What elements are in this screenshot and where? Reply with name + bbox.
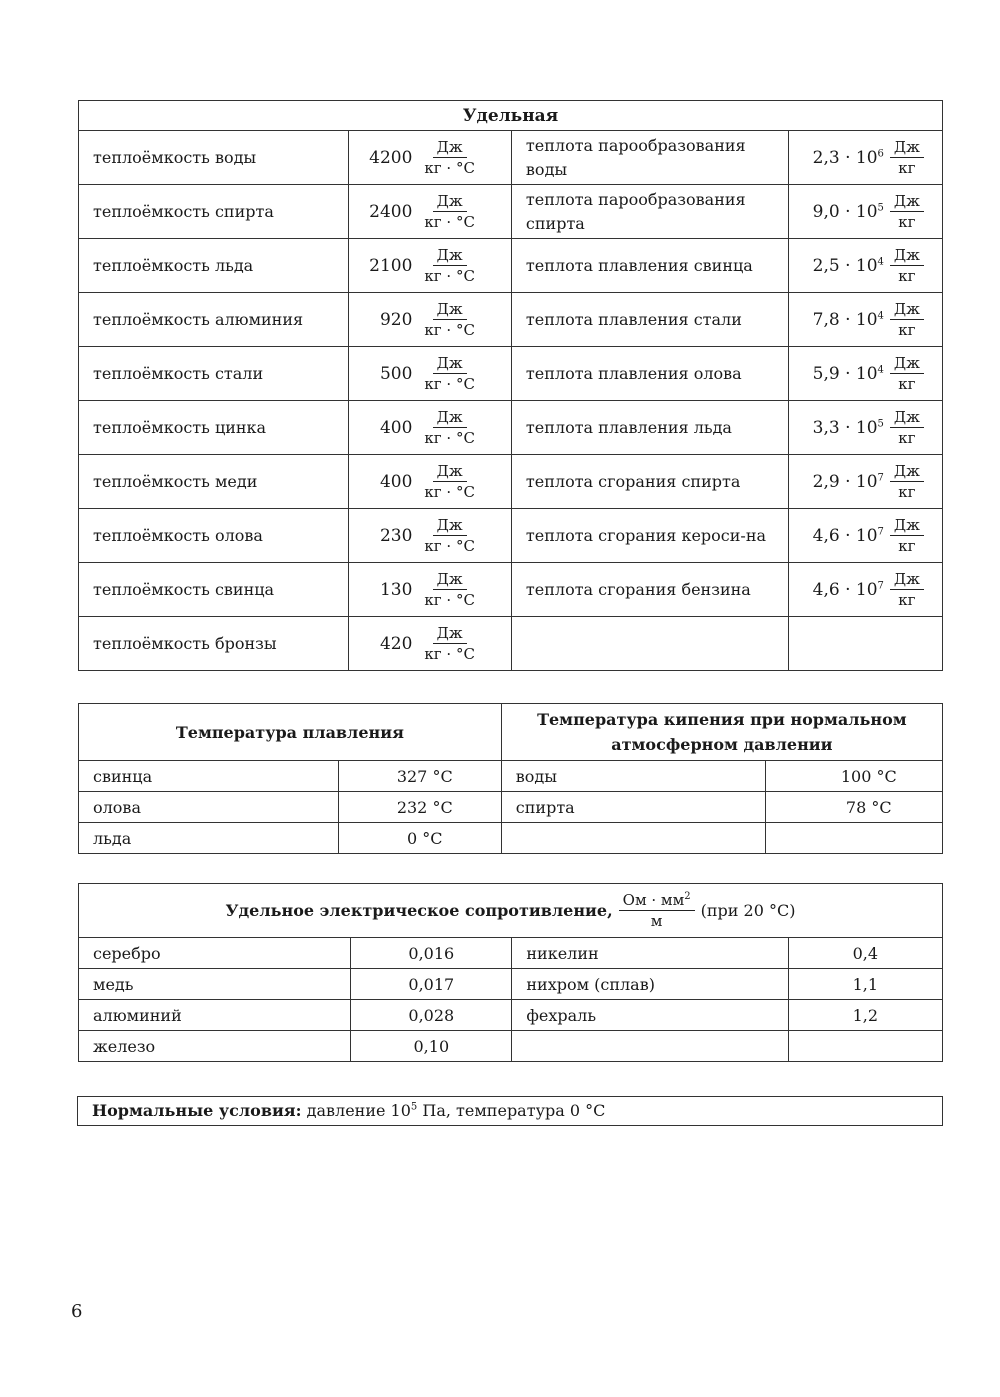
heat-capacity-number: 400 — [379, 417, 413, 438]
heat-capacity-number: 130 — [379, 579, 413, 600]
heat-capacity-unit-denominator: кг · °С — [424, 375, 475, 393]
specific-heat-value-cell — [788, 563, 942, 617]
resistance-material-2: нихром (сплав) — [512, 969, 788, 1000]
boiling-temperature: 100 °С — [765, 761, 942, 792]
boiling-header — [501, 704, 942, 761]
melting-temperature: 232 °С — [338, 792, 501, 823]
specific-table-title: Удельная — [79, 101, 943, 131]
table-row — [79, 1000, 943, 1031]
specific-heat-unit — [890, 245, 924, 286]
resistance-value: 0,028 — [351, 1000, 512, 1031]
specific-heat-unit-numerator: Дж — [890, 191, 924, 212]
specific-heat-unit-denominator: кг — [898, 591, 916, 609]
specific-heat-unit — [890, 407, 924, 448]
heat-capacity-name: теплоёмкость цинка — [79, 401, 349, 455]
melting-temperature: 327 °С — [338, 761, 501, 792]
table-row — [79, 792, 943, 823]
melting-substance: льда — [79, 823, 339, 854]
table-row — [79, 401, 943, 455]
heat-capacity-unit-denominator: кг · °С — [424, 267, 475, 285]
heat-capacity-value — [349, 353, 511, 394]
heat-capacity-unit — [420, 623, 479, 664]
heat-capacity-unit — [420, 245, 479, 286]
heat-capacity-unit — [420, 569, 479, 610]
heat-capacity-unit-numerator: Дж — [433, 515, 467, 536]
specific-heat-number — [813, 580, 884, 600]
heat-capacity-name: теплоёмкость стали — [79, 347, 349, 401]
specific-heat-exponent: 6 — [877, 147, 884, 159]
table-row — [79, 823, 943, 854]
specific-heat-mantissa: 5,9 · 10 — [812, 363, 878, 384]
specific-heat-value-cell — [788, 401, 942, 455]
table-row — [79, 455, 943, 509]
specific-heat-value — [789, 569, 942, 610]
heat-capacity-unit-denominator: кг · °С — [424, 591, 475, 609]
heat-capacity-unit-denominator: кг · °С — [424, 645, 475, 663]
resistance-value-2: 1,2 — [788, 1000, 942, 1031]
specific-heat-unit-numerator: Дж — [890, 407, 924, 428]
heat-capacity-value — [349, 407, 511, 448]
specific-heat-value-cell — [788, 239, 942, 293]
normal-conditions-text-after: Па, температура 0 °С — [422, 1101, 606, 1120]
resistance-material: серебро — [79, 938, 351, 969]
heat-capacity-number: 230 — [379, 525, 413, 546]
specific-heat-exponent: 4 — [877, 255, 884, 267]
specific-heat-unit-denominator: кг — [898, 375, 916, 393]
heat-capacity-unit — [420, 299, 479, 340]
heat-capacity-value-cell — [348, 131, 511, 185]
heat-capacity-unit-denominator: кг · °С — [424, 483, 475, 501]
resistance-unit-exp: 2 — [684, 891, 691, 902]
heat-capacity-value — [349, 299, 511, 340]
heat-capacity-value — [349, 245, 511, 286]
table-row — [79, 617, 943, 671]
heat-capacity-unit-denominator: кг · °С — [424, 213, 475, 231]
heat-capacity-name: теплоёмкость олова — [79, 509, 349, 563]
specific-heat-value-cell — [788, 131, 942, 185]
heat-capacity-unit-numerator: Дж — [433, 191, 467, 212]
specific-heat-exponent: 5 — [877, 417, 884, 429]
specific-heat-value — [789, 407, 942, 448]
boiling-header-line1: Температура кипения при нормальном — [537, 710, 907, 729]
specific-heat-unit — [890, 191, 924, 232]
melting-substance: свинца — [79, 761, 339, 792]
heat-capacity-value-cell — [348, 509, 511, 563]
melting-header: Температура плавления — [79, 704, 502, 761]
heat-capacity-unit — [420, 515, 479, 556]
specific-heat-name: теплота плавления стали — [511, 293, 788, 347]
specific-heat-value — [789, 245, 942, 286]
specific-heat-mantissa: 2,9 · 10 — [812, 471, 878, 492]
heat-capacity-unit-numerator: Дж — [433, 569, 467, 590]
specific-heat-unit-numerator: Дж — [890, 299, 924, 320]
specific-heat-name: теплота плавления свинца — [511, 239, 788, 293]
specific-heat-value-cell — [788, 617, 942, 671]
specific-heat-value — [789, 515, 942, 556]
heat-capacity-unit — [420, 461, 479, 502]
specific-heat-unit — [890, 461, 924, 502]
resistance-value: 0,016 — [351, 938, 512, 969]
heat-capacity-unit-numerator: Дж — [433, 407, 467, 428]
boiling-substance: воды — [501, 761, 765, 792]
specific-heat-number — [813, 472, 884, 492]
specific-heat-name: теплота парообразования спирта — [511, 185, 788, 239]
specific-heat-name: теплота плавления олова — [511, 347, 788, 401]
heat-capacity-value-cell — [348, 239, 511, 293]
heat-capacity-name: теплоёмкость спирта — [79, 185, 349, 239]
specific-heat-unit-numerator: Дж — [890, 461, 924, 482]
specific-heat-mantissa: 4,6 · 10 — [812, 579, 878, 600]
heat-capacity-unit-denominator: кг · °С — [424, 429, 475, 447]
resistance-material: алюминий — [79, 1000, 351, 1031]
heat-capacity-unit-numerator: Дж — [433, 137, 467, 158]
normal-conditions-text: давление 10 — [306, 1101, 411, 1120]
specific-heat-unit-denominator: кг — [898, 537, 916, 555]
resistance-header — [79, 884, 943, 938]
specific-heat-value — [789, 461, 942, 502]
heat-capacity-value — [349, 461, 511, 502]
heat-capacity-value-cell — [348, 617, 511, 671]
table-row — [79, 938, 943, 969]
specific-heat-value-cell — [788, 509, 942, 563]
specific-heat-unit-denominator: кг — [898, 267, 916, 285]
specific-heat-number — [813, 364, 884, 384]
table-row — [79, 969, 943, 1000]
heat-capacity-value-cell — [348, 185, 511, 239]
specific-heat-unit — [890, 515, 924, 556]
heat-capacity-value — [349, 515, 511, 556]
heat-capacity-unit — [420, 353, 479, 394]
heat-capacity-value — [349, 623, 511, 664]
heat-capacity-name: теплоёмкость алюминия — [79, 293, 349, 347]
heat-capacity-value-cell — [348, 563, 511, 617]
boiling-temperature: 78 °С — [765, 792, 942, 823]
heat-capacity-value-cell — [348, 293, 511, 347]
specific-heat-name — [511, 617, 788, 671]
table-row — [79, 1031, 943, 1062]
heat-capacity-name: теплоёмкость бронзы — [79, 617, 349, 671]
heat-capacity-unit — [420, 191, 479, 232]
specific-heat-value — [789, 299, 942, 340]
heat-capacity-unit-numerator: Дж — [433, 461, 467, 482]
specific-heat-unit-denominator: кг — [898, 213, 916, 231]
heat-capacity-unit-denominator: кг · °С — [424, 159, 475, 177]
specific-values-table — [78, 100, 943, 671]
specific-heat-unit-numerator: Дж — [890, 137, 924, 158]
specific-heat-exponent: 5 — [877, 201, 884, 213]
specific-heat-number — [813, 526, 884, 546]
specific-heat-unit — [890, 299, 924, 340]
specific-heat-value-cell — [788, 347, 942, 401]
specific-heat-unit — [890, 569, 924, 610]
heat-capacity-name: теплоёмкость свинца — [79, 563, 349, 617]
heat-capacity-value — [349, 137, 511, 178]
specific-heat-exponent: 7 — [877, 471, 884, 483]
resistance-value: 0,017 — [351, 969, 512, 1000]
resistance-unit-denominator: м — [650, 912, 663, 930]
resistance-material-2: никелин — [512, 938, 788, 969]
specific-heat-mantissa: 3,3 · 10 — [812, 417, 878, 438]
table-row — [79, 185, 943, 239]
heat-capacity-number: 420 — [379, 633, 413, 654]
specific-heat-value-cell — [788, 293, 942, 347]
temperature-table — [78, 703, 943, 854]
specific-heat-value-cell — [788, 185, 942, 239]
table-row — [79, 347, 943, 401]
heat-capacity-unit — [420, 137, 479, 178]
heat-capacity-value-cell — [348, 347, 511, 401]
heat-capacity-value — [349, 191, 511, 232]
specific-heat-number — [813, 418, 884, 438]
heat-capacity-unit-numerator: Дж — [433, 623, 467, 644]
resistance-value-2: 0,4 — [788, 938, 942, 969]
specific-heat-exponent: 4 — [877, 363, 884, 375]
specific-heat-exponent: 7 — [877, 525, 884, 537]
resistance-header-suffix: (при 20 °С) — [700, 901, 796, 920]
heat-capacity-unit — [420, 407, 479, 448]
heat-capacity-number: 400 — [379, 471, 413, 492]
specific-heat-unit-denominator: кг — [898, 429, 916, 447]
heat-capacity-number: 4200 — [369, 147, 413, 168]
resistance-unit-numerator: Ом · мм — [622, 891, 685, 909]
page-number: 6 — [71, 1301, 83, 1322]
table-row — [79, 761, 943, 792]
heat-capacity-unit-numerator: Дж — [433, 245, 467, 266]
resistance-header-label: Удельное электрическое сопротивление, — [225, 901, 613, 920]
specific-heat-mantissa: 4,6 · 10 — [812, 525, 878, 546]
heat-capacity-unit-denominator: кг · °С — [424, 537, 475, 555]
specific-heat-value — [789, 353, 942, 394]
boiling-header-line2: атмосферном давлении — [611, 735, 833, 754]
specific-heat-name: теплота сгорания спирта — [511, 455, 788, 509]
table-row — [79, 293, 943, 347]
heat-capacity-number: 2400 — [369, 201, 413, 222]
boiling-substance — [501, 823, 765, 854]
specific-heat-unit-numerator: Дж — [890, 569, 924, 590]
melting-temperature: 0 °С — [338, 823, 501, 854]
resistance-material: медь — [79, 969, 351, 1000]
resistance-material-2: фехраль — [512, 1000, 788, 1031]
resistance-material: железо — [79, 1031, 351, 1062]
resistance-unit — [619, 890, 695, 931]
heat-capacity-value-cell — [348, 455, 511, 509]
heat-capacity-name: теплоёмкость воды — [79, 131, 349, 185]
boiling-substance: спирта — [501, 792, 765, 823]
heat-capacity-unit-numerator: Дж — [433, 353, 467, 374]
specific-heat-value — [789, 191, 942, 232]
specific-heat-exponent: 7 — [877, 579, 884, 591]
specific-heat-unit — [890, 137, 924, 178]
specific-heat-number — [813, 256, 884, 276]
heat-capacity-number: 920 — [379, 309, 413, 330]
boiling-temperature — [765, 823, 942, 854]
specific-heat-value — [789, 137, 942, 178]
specific-heat-name: теплота сгорания бензина — [511, 563, 788, 617]
specific-heat-mantissa: 7,8 · 10 — [812, 309, 878, 330]
specific-heat-unit-numerator: Дж — [890, 353, 924, 374]
resistance-material-2 — [512, 1031, 788, 1062]
resistance-value-2 — [788, 1031, 942, 1062]
specific-heat-unit — [890, 353, 924, 394]
normal-conditions-exp: 5 — [410, 1101, 418, 1113]
specific-heat-unit-denominator: кг — [898, 321, 916, 339]
resistance-value: 0,10 — [351, 1031, 512, 1062]
table-row — [79, 563, 943, 617]
resistance-value-2: 1,1 — [788, 969, 942, 1000]
specific-heat-name: теплота плавления льда — [511, 401, 788, 455]
melting-substance: олова — [79, 792, 339, 823]
heat-capacity-unit-numerator: Дж — [433, 299, 467, 320]
specific-heat-number — [813, 148, 884, 168]
resistance-table — [78, 883, 943, 1062]
table-row — [79, 239, 943, 293]
specific-heat-unit-numerator: Дж — [890, 515, 924, 536]
specific-heat-mantissa: 2,5 · 10 — [812, 255, 878, 276]
heat-capacity-name: теплоёмкость льда — [79, 239, 349, 293]
specific-heat-number — [813, 202, 884, 222]
specific-heat-unit-denominator: кг — [898, 159, 916, 177]
specific-heat-unit-numerator: Дж — [890, 245, 924, 266]
heat-capacity-number: 500 — [379, 363, 413, 384]
specific-heat-number — [813, 310, 884, 330]
specific-heat-name: теплота парообразования воды — [511, 131, 788, 185]
normal-conditions — [77, 1096, 943, 1126]
heat-capacity-value-cell — [348, 401, 511, 455]
table-row — [79, 509, 943, 563]
specific-heat-value-cell — [788, 455, 942, 509]
specific-heat-mantissa: 2,3 · 10 — [812, 147, 878, 168]
specific-heat-unit-denominator: кг — [898, 483, 916, 501]
specific-heat-name: теплота сгорания кероси-на — [511, 509, 788, 563]
heat-capacity-value — [349, 569, 511, 610]
specific-heat-exponent: 4 — [877, 309, 884, 321]
table-row — [79, 131, 943, 185]
specific-heat-mantissa: 9,0 · 10 — [812, 201, 878, 222]
heat-capacity-unit-denominator: кг · °С — [424, 321, 475, 339]
heat-capacity-number: 2100 — [369, 255, 413, 276]
normal-conditions-label: Нормальные условия: — [92, 1101, 302, 1120]
heat-capacity-name: теплоёмкость меди — [79, 455, 349, 509]
